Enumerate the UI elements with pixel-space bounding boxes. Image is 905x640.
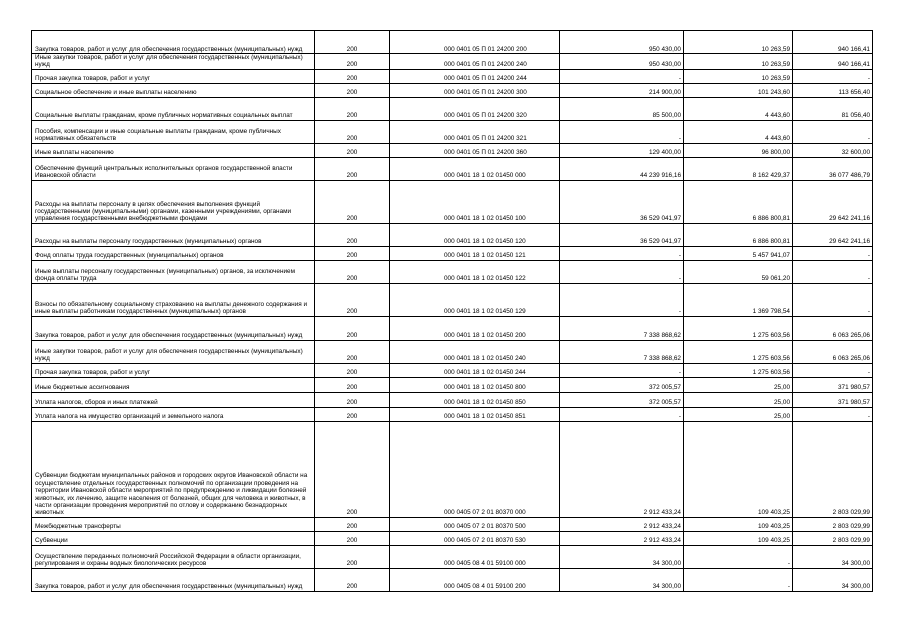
row-approved: 44 239 916,16	[560, 157, 684, 180]
row-remaining: 113 656,40	[793, 83, 873, 97]
row-account-code: 000 0401 18 1 02 01450 122	[390, 260, 560, 283]
row-account-code: 000 0401 18 1 02 01450 851	[390, 407, 560, 421]
row-remaining: 2 803 029,99	[793, 421, 873, 517]
row-account-code: 000 0401 05 П 01 24200 320	[390, 97, 560, 120]
row-account-code: 000 0401 18 1 02 01450 000	[390, 157, 560, 180]
table-row	[32, 363, 873, 377]
row-name: Социальное обеспечение и иные выплаты населению	[32, 83, 315, 97]
row-approved: -	[560, 407, 684, 421]
row-name: Закупка товаров, работ и услуг для обеспечения государственных (муниципальных) нужд	[32, 568, 315, 591]
row-code: 200	[315, 260, 390, 283]
row-executed: -	[684, 568, 793, 591]
row-approved: -	[560, 363, 684, 377]
row-account-code: 000 0405 07 2 01 80370 000	[390, 421, 560, 517]
row-account-code: 000 0405 08 4 01 59100 200	[390, 568, 560, 591]
row-name: Субвенции	[32, 531, 315, 545]
row-remaining: 34 300,00	[793, 568, 873, 591]
row-name: Осуществление переданных полномочий Российской Федерации в области организации, регулирования и охраны водных биологических ресурсов	[32, 545, 315, 568]
row-remaining: 29 642 241,16	[793, 223, 873, 246]
row-account-code: 000 0401 05 П 01 24200 300	[390, 83, 560, 97]
table-row	[32, 392, 873, 407]
row-executed: 101 243,60	[684, 83, 793, 97]
row-code: 200	[315, 531, 390, 545]
row-remaining: 940 166,41	[793, 31, 873, 54]
row-name: Закупка товаров, работ и услуг для обеспечения государственных (муниципальных) нужд	[32, 31, 315, 54]
table-row	[32, 568, 873, 591]
table-row	[32, 531, 873, 545]
row-executed: 109 403,25	[684, 421, 793, 517]
row-code: 200	[315, 421, 390, 517]
table-row	[32, 340, 873, 363]
row-code: 200	[315, 180, 390, 223]
row-approved: 7 338 868,62	[560, 340, 684, 363]
row-account-code: 000 0401 18 1 02 01450 100	[390, 180, 560, 223]
row-name: Межбюджетные трансферты	[32, 517, 315, 531]
row-approved: 2 912 433,24	[560, 517, 684, 531]
row-remaining: -	[793, 246, 873, 260]
row-approved: 34 300,00	[560, 568, 684, 591]
row-account-code: 000 0401 05 П 01 24200 360	[390, 143, 560, 157]
table-row	[32, 421, 873, 517]
row-approved: 372 005,57	[560, 392, 684, 407]
row-name: Обеспечение функций центральных исполнительных органов государственной власти Ивановской области	[32, 157, 315, 180]
row-account-code: 000 0401 05 П 01 24200 240	[390, 54, 560, 70]
row-name: Фонд оплаты труда государственных (муниципальных) органов	[32, 246, 315, 260]
row-name: Уплата налогов, сборов и иных платежей	[32, 392, 315, 407]
row-account-code: 000 0401 18 1 02 01450 120	[390, 223, 560, 246]
row-name: Иные закупки товаров, работ и услуг для обеспечения государственных (муниципальных) нужд	[32, 340, 315, 363]
row-code: 200	[315, 143, 390, 157]
row-name: Прочая закупка товаров, работ и услуг	[32, 363, 315, 377]
table-row	[32, 260, 873, 283]
row-approved: -	[560, 260, 684, 283]
row-account-code: 000 0401 18 1 02 01450 800	[390, 377, 560, 392]
row-executed: 109 403,25	[684, 531, 793, 545]
row-approved: 950 430,00	[560, 54, 684, 70]
row-remaining: 81 056,40	[793, 97, 873, 120]
row-remaining: 371 980,57	[793, 377, 873, 392]
budget-report-sheet	[31, 30, 872, 592]
row-name: Расходы на выплаты персоналу государственных (муниципальных) органов	[32, 223, 315, 246]
table-row	[32, 83, 873, 97]
row-code: 200	[315, 340, 390, 363]
row-name: Уплата налога на имущество организаций и земельного налога	[32, 407, 315, 421]
row-approved: 372 005,57	[560, 377, 684, 392]
row-executed: 4 443,60	[684, 97, 793, 120]
row-executed: 25,00	[684, 377, 793, 392]
row-executed: -	[684, 545, 793, 568]
row-name: Иные выплаты персоналу государственных (муниципальных) органов, за исключением фонда оплаты труда	[32, 260, 315, 283]
row-executed: 59 061,20	[684, 260, 793, 283]
row-executed: 109 403,25	[684, 517, 793, 531]
row-approved: 85 500,00	[560, 97, 684, 120]
row-executed: 1 275 603,56	[684, 363, 793, 377]
row-remaining: 34 300,00	[793, 545, 873, 568]
row-remaining: 6 063 265,06	[793, 316, 873, 340]
row-executed: 96 800,00	[684, 143, 793, 157]
row-name: Иные бюджетные ассигнования	[32, 377, 315, 392]
row-account-code: 000 0401 18 1 02 01450 240	[390, 340, 560, 363]
table-row	[32, 120, 873, 143]
row-approved: 950 430,00	[560, 31, 684, 54]
row-code: 200	[315, 407, 390, 421]
row-account-code: 000 0401 05 П 01 24200 244	[390, 69, 560, 83]
row-executed: 5 457 941,07	[684, 246, 793, 260]
row-account-code: 000 0401 18 1 02 01450 850	[390, 392, 560, 407]
row-code: 200	[315, 120, 390, 143]
row-remaining: 371 980,57	[793, 392, 873, 407]
row-name: Расходы на выплаты персоналу в целях обеспечения выполнения функций государственными (муниципальными) органами, казенными учреждениями, органами управления государственными внебюджетными фондами	[32, 180, 315, 223]
row-account-code: 000 0405 07 2 01 80370 500	[390, 517, 560, 531]
row-executed: 10 263,59	[684, 31, 793, 54]
row-remaining: 29 642 241,16	[793, 180, 873, 223]
table-row	[32, 54, 873, 70]
row-account-code: 000 0401 05 П 01 24200 321	[390, 120, 560, 143]
row-remaining: 2 803 029,99	[793, 531, 873, 545]
row-code: 200	[315, 31, 390, 54]
table-row	[32, 517, 873, 531]
row-code: 200	[315, 69, 390, 83]
row-name: Прочая закупка товаров, работ и услуг	[32, 69, 315, 83]
row-name: Социальные выплаты гражданам, кроме публичных нормативных социальных выплат	[32, 97, 315, 120]
row-code: 200	[315, 316, 390, 340]
row-approved: -	[560, 283, 684, 316]
row-remaining: 2 803 029,99	[793, 517, 873, 531]
row-approved: -	[560, 246, 684, 260]
row-code: 200	[315, 83, 390, 97]
row-remaining: -	[793, 120, 873, 143]
row-executed: 10 263,59	[684, 69, 793, 83]
row-approved: -	[560, 120, 684, 143]
row-executed: 8 162 429,37	[684, 157, 793, 180]
row-executed: 10 263,59	[684, 54, 793, 70]
row-executed: 1 275 603,56	[684, 316, 793, 340]
row-approved: 2 912 433,24	[560, 421, 684, 517]
table-row	[32, 283, 873, 316]
row-approved: 214 900,00	[560, 83, 684, 97]
row-remaining: 36 077 486,79	[793, 157, 873, 180]
table-row	[32, 377, 873, 392]
row-executed: 1 275 603,56	[684, 340, 793, 363]
row-name: Иные закупки товаров, работ и услуг для обеспечения государственных (муниципальных) нужд	[32, 54, 315, 70]
row-executed: 1 369 798,54	[684, 283, 793, 316]
row-name: Взносы по обязательному социальному страхованию на выплаты денежного содержания и иные выплаты работникам государственных (муниципальных) органов	[32, 283, 315, 316]
table-row	[32, 223, 873, 246]
row-account-code: 000 0401 18 1 02 01450 200	[390, 316, 560, 340]
row-code: 200	[315, 283, 390, 316]
row-remaining: -	[793, 283, 873, 316]
row-account-code: 000 0405 07 2 01 80370 530	[390, 531, 560, 545]
row-account-code: 000 0401 18 1 02 01450 244	[390, 363, 560, 377]
row-code: 200	[315, 517, 390, 531]
row-approved: 2 912 433,24	[560, 531, 684, 545]
row-executed: 6 886 800,81	[684, 180, 793, 223]
table-row	[32, 246, 873, 260]
row-approved: 36 529 041,97	[560, 180, 684, 223]
row-executed: 4 443,60	[684, 120, 793, 143]
row-code: 200	[315, 392, 390, 407]
row-approved: 7 338 868,62	[560, 316, 684, 340]
table-row	[32, 31, 873, 54]
row-remaining: -	[793, 69, 873, 83]
table-row	[32, 180, 873, 223]
row-approved: 36 529 041,97	[560, 223, 684, 246]
row-remaining: -	[793, 260, 873, 283]
row-code: 200	[315, 246, 390, 260]
table-row	[32, 545, 873, 568]
row-account-code: 000 0401 18 1 02 01450 121	[390, 246, 560, 260]
row-name: Субвенции бюджетам муниципальных районов и городских округов Ивановской области на осуществление отдельных государственных полномочий по организации проведения на территории Ивановской области мероприятий по предупреждению и ликвидации болезней животных, их лечению, защите населения от болезней, общих для человека и животных, в части организации проведения мероприятий по отлову и содержанию безнадзорных животных	[32, 421, 315, 517]
row-remaining: 32 600,00	[793, 143, 873, 157]
row-code: 200	[315, 363, 390, 377]
row-code: 200	[315, 157, 390, 180]
row-account-code: 000 0405 08 4 01 59100 000	[390, 545, 560, 568]
row-name: Иные выплаты населению	[32, 143, 315, 157]
table-row	[32, 143, 873, 157]
row-code: 200	[315, 97, 390, 120]
row-remaining: 6 063 265,06	[793, 340, 873, 363]
budget-table-body	[32, 31, 873, 592]
table-row	[32, 407, 873, 421]
row-remaining: -	[793, 363, 873, 377]
row-account-code: 000 0401 05 П 01 24200 200	[390, 31, 560, 54]
row-remaining: 940 166,41	[793, 54, 873, 70]
row-executed: 6 886 800,81	[684, 223, 793, 246]
row-code: 200	[315, 377, 390, 392]
row-remaining: -	[793, 407, 873, 421]
row-approved: -	[560, 69, 684, 83]
table-row	[32, 69, 873, 83]
row-executed: 25,00	[684, 392, 793, 407]
row-code: 200	[315, 223, 390, 246]
row-approved: 34 300,00	[560, 545, 684, 568]
table-row	[32, 316, 873, 340]
table-row	[32, 157, 873, 180]
budget-table	[31, 30, 873, 592]
row-approved: 129 400,00	[560, 143, 684, 157]
row-code: 200	[315, 568, 390, 591]
row-code: 200	[315, 54, 390, 70]
row-executed: 25,00	[684, 407, 793, 421]
row-name: Закупка товаров, работ и услуг для обеспечения государственных (муниципальных) нужд	[32, 316, 315, 340]
row-name: Пособия, компенсации и иные социальные выплаты гражданам, кроме публичных нормативных обязательств	[32, 120, 315, 143]
row-code: 200	[315, 545, 390, 568]
row-account-code: 000 0401 18 1 02 01450 129	[390, 283, 560, 316]
table-row	[32, 97, 873, 120]
